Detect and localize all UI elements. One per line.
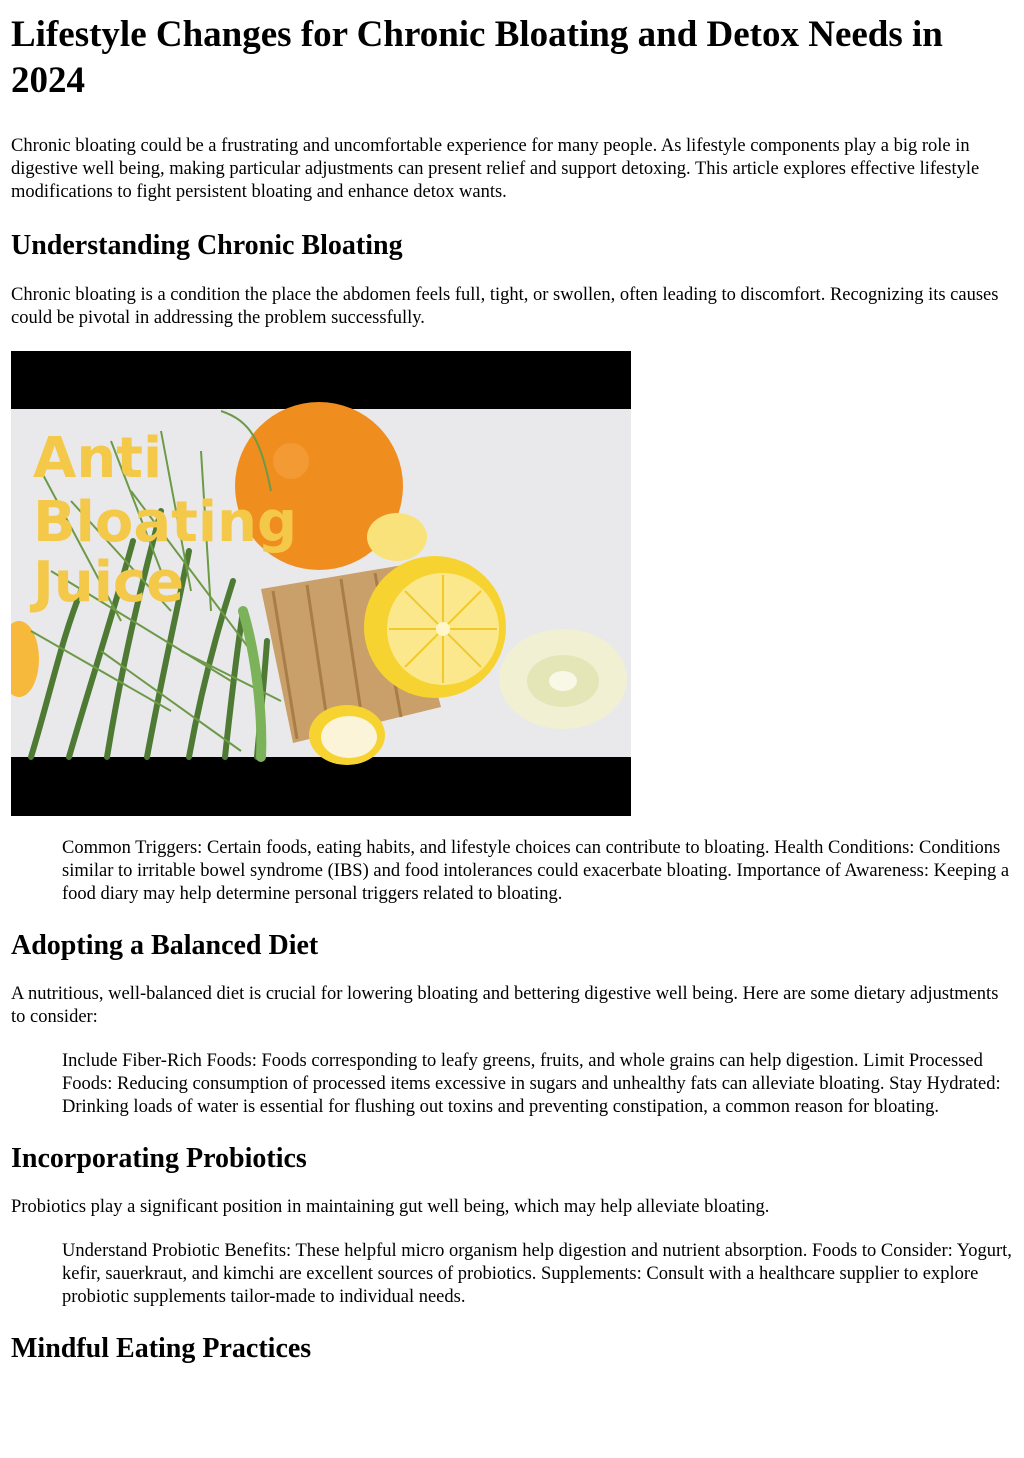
probiotics-quote: Understand Probiotic Benefits: These helpful micro organism help digestion and nutrient absorption. Foods to Consider: Yogurt, kefir, sauerkraut, and kimchi are excellent sources of probiotics. Supplements: Consult with a healthcare supplier to explore probiotic supplements tailor-made to individual needs. xyxy=(62,1241,1012,1307)
intro-paragraph: Chronic bloating could be a frustrating and uncomfortable experience for many people. As lifestyle components play a big role in digestive well being, making particular adjustments can present relief and support detoxing. This article explores effective lifestyle modifications to fight persistent bloating and enhance detox wants. xyxy=(11,136,980,202)
article xyxy=(0,12,1024,1366)
balanced-diet-paragraph: A nutritious, well-balanced diet is crucial for lowering bloating and bettering digestive well being. Here are some dietary adjustments to consider: xyxy=(11,984,999,1027)
image-overlay-line-2: Bloating xyxy=(33,490,298,555)
balanced-diet-quote: Include Fiber-Rich Foods: Foods corresponding to leafy greens, fruits, and whole grains can help digestion. Limit Processed Foods: Reducing consumption of processed items excessive in sugars and unhealthy fats can alleviate bloating. Stay Hydrated: Drinking loads of water is essential for flushing out toxins and preventing constipation, a common reason for bloating. xyxy=(62,1051,1001,1117)
page-title: Lifestyle Changes for Chronic Bloating and Detox Needs in 2024 xyxy=(11,14,943,101)
section-heading-understanding: Understanding Chronic Bloating xyxy=(11,230,403,261)
image-overlay-line-3: Juice xyxy=(33,550,185,615)
section-heading-mindful-eating: Mindful Eating Practices xyxy=(11,1333,312,1364)
probiotics-paragraph: Probiotics play a significant position in maintaining gut well being, which may help alleviate bloating. xyxy=(11,1197,770,1217)
image-overlay-line-1: Anti xyxy=(33,426,163,491)
section-heading-balanced-diet: Adopting a Balanced Diet xyxy=(11,930,319,961)
section-heading-probiotics: Incorporating Probiotics xyxy=(11,1143,307,1174)
understanding-quote: Common Triggers: Certain foods, eating habits, and lifestyle choices can contribute to bloating. Health Conditions: Conditions similar to irritable bowel syndrome (IBS) and food intolerances could exacerbate bloating. Importance of Awareness: Keeping a food diary may help determine personal triggers related to bloating. xyxy=(62,838,1010,904)
understanding-paragraph: Chronic bloating is a condition the place the abdomen feels full, tight, or swollen, often leading to discomfort. Recognizing its causes could be pivotal in addressing the problem successfully. xyxy=(11,285,999,328)
anti-bloating-juice-image xyxy=(11,351,631,816)
